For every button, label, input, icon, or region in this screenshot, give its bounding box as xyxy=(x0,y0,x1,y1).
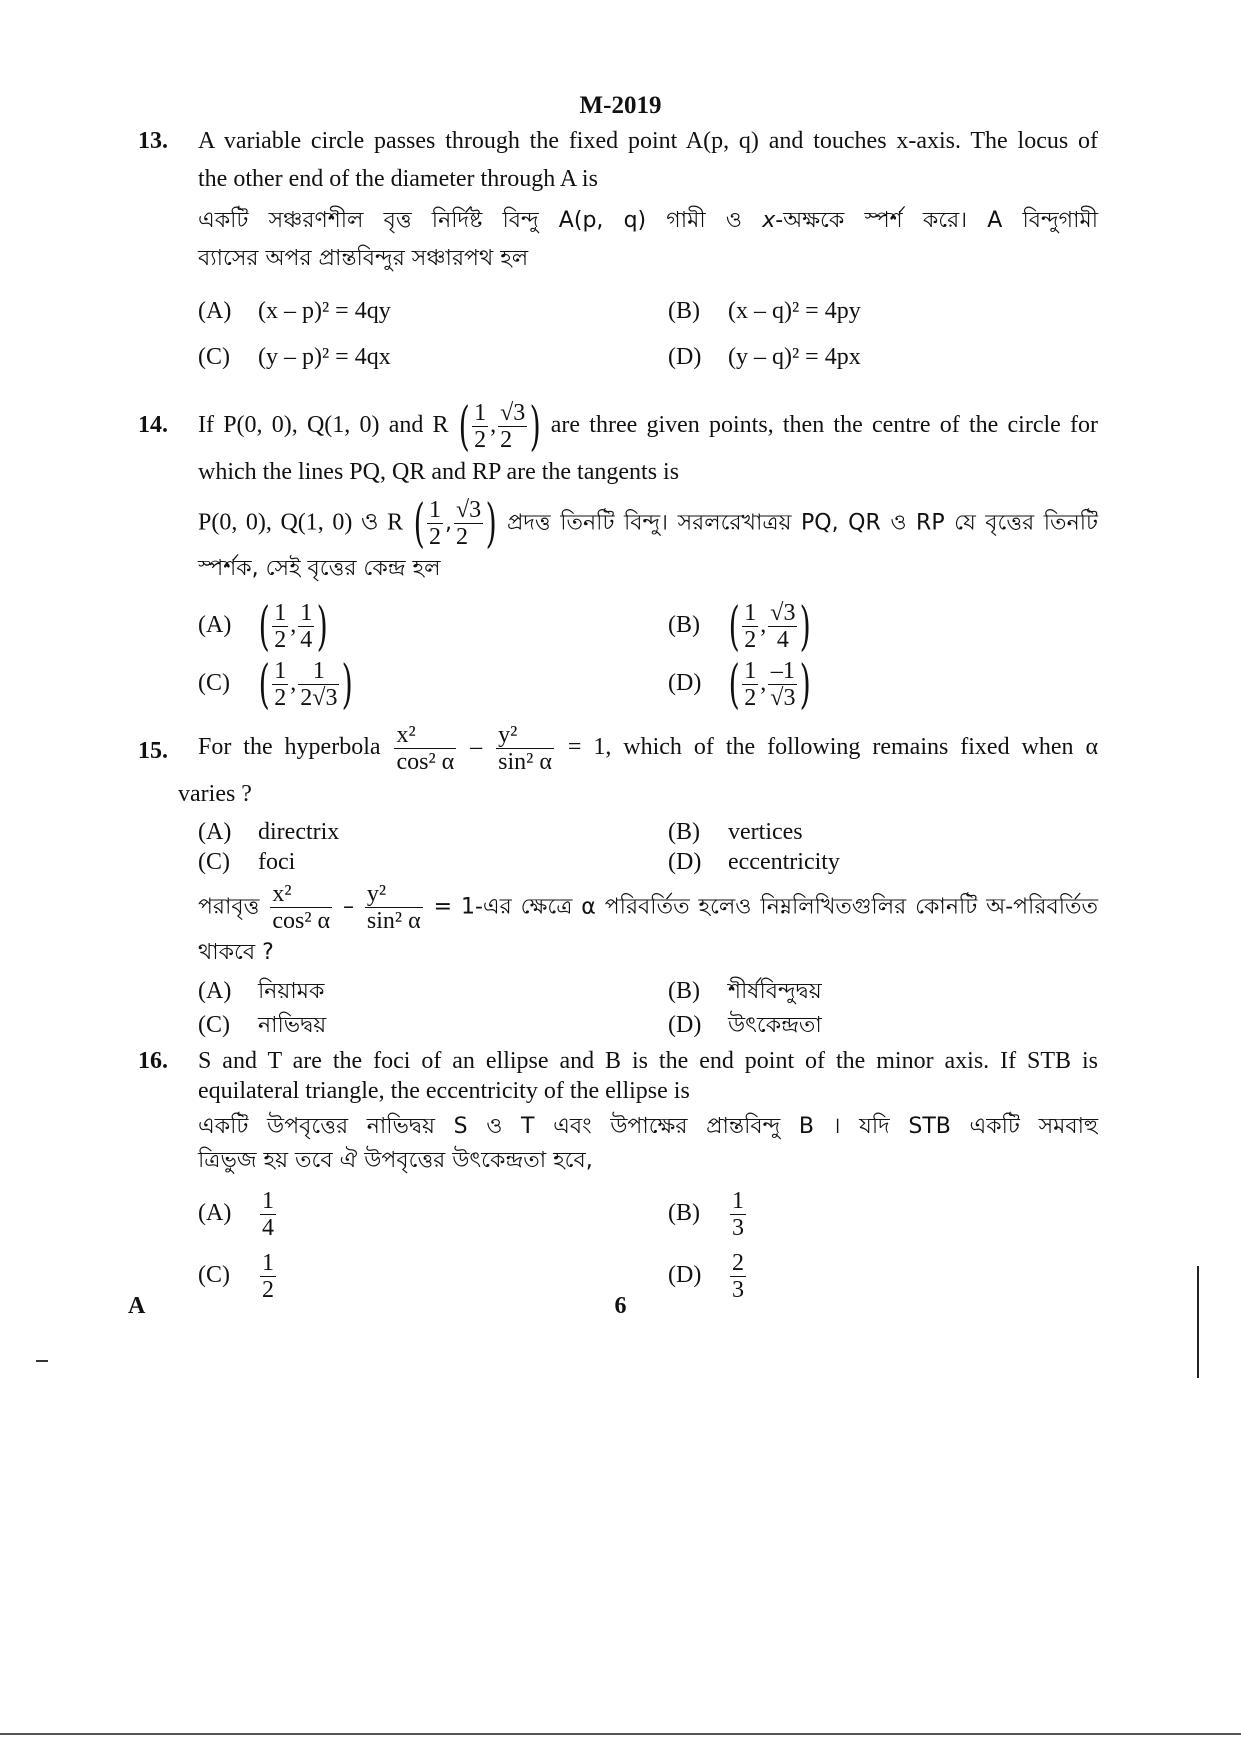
option-text: শীর্ষবিন্দুদ্বয় xyxy=(728,979,822,1004)
option-text: (y – q)² = 4px xyxy=(728,344,861,370)
option-text: উৎকেন্দ্রতা xyxy=(728,1013,822,1038)
numerator: √3 xyxy=(455,497,482,523)
option-d xyxy=(668,843,840,881)
en-text: are three given points, then the centre of the circle for xyxy=(550,412,1099,439)
numerator: 1 xyxy=(274,658,287,684)
option-label: (B) xyxy=(668,978,700,1004)
denominator: 2 xyxy=(274,685,287,711)
option-label: (C) xyxy=(198,344,230,370)
question-text-en: the other end of the diameter through A is xyxy=(198,166,598,192)
option-text: নাভিদ্বয় xyxy=(258,1013,327,1038)
question-text-en: A variable circle passes through the fixed point A(p, q) and touches x-axis. The locus of xyxy=(198,128,1098,154)
numerator: y² xyxy=(365,881,423,908)
paper-code: M-2019 xyxy=(579,92,662,119)
denominator: cos² α xyxy=(272,908,331,934)
set-label: A xyxy=(128,1293,146,1319)
scan-bottom-edge xyxy=(0,1733,1241,1735)
numerator: x² xyxy=(394,722,456,749)
option-label: (D) xyxy=(668,1012,702,1038)
question-number: 13. xyxy=(138,128,168,154)
option-text: eccentricity xyxy=(728,849,840,875)
question-14 xyxy=(138,396,1099,716)
bn-text: = 1-এর ক্ষেত্রে α পরিবর্তিত হলেও নিম্নলিখিতগুলির কোনটি অ-পরিবর্তিত xyxy=(433,894,1099,920)
option-label: (C) xyxy=(198,670,230,697)
denominator: 3 xyxy=(732,1277,744,1303)
question-13 xyxy=(138,122,1098,384)
fraction xyxy=(454,497,483,550)
fraction xyxy=(427,497,443,550)
option-text: নিয়ামক xyxy=(258,979,325,1004)
option-a xyxy=(198,292,391,330)
bn-text: P(0, 0), Q(1, 0) ও R xyxy=(198,509,404,536)
option-label: (A) xyxy=(198,978,232,1004)
denominator: 2 xyxy=(428,524,441,550)
question-text-bn: স্পর্শক, সেই বৃত্তের কেন্দ্র হল xyxy=(198,556,441,581)
denominator: cos² α xyxy=(396,749,455,775)
scan-mark xyxy=(36,1360,48,1362)
question-text-en: For the hyperbola $\frac{\text{x²}}{\text{cos² α}}$ – $\frac{\text{y²}}{\text{sin² α}}$ = 1, which of the following remains fixed when α xyxy=(198,722,1099,775)
option-label: (C) xyxy=(198,1012,230,1038)
option-label: (A) xyxy=(198,612,232,639)
denominator: 3 xyxy=(732,1215,744,1241)
question-text-bn: ত্রিভুজ হয় তবে ঐ উপবৃত্তের উৎকেন্দ্রতা হবে, xyxy=(198,1148,593,1173)
option-c xyxy=(198,843,295,881)
option-text: foci xyxy=(258,849,296,875)
denominator: 4 xyxy=(300,627,313,653)
option-label: (A) xyxy=(198,819,232,845)
denominator: 4 xyxy=(776,627,789,653)
option-label: (B) xyxy=(668,819,700,845)
option-a: (A) ( $\frac{1}{2}$ , $\frac{1}{4}$ ) xyxy=(198,596,329,657)
numerator: 1 xyxy=(262,1188,274,1214)
question-number: 16. xyxy=(138,1048,168,1074)
option-text: vertices xyxy=(728,819,803,845)
option-label: (D) xyxy=(668,849,702,875)
denominator: 4 xyxy=(262,1215,274,1241)
numerator: 1 xyxy=(428,497,441,523)
numerator: √3 xyxy=(770,600,796,626)
numerator: y² xyxy=(496,722,554,749)
option-d: (D) ( $\frac{1}{2}$ , $\frac{-1}{√3}$ ) xyxy=(668,654,812,715)
option-text: directrix xyxy=(258,819,340,845)
numerator: 1 xyxy=(474,400,487,426)
denominator: 2 xyxy=(744,627,757,653)
en-text: = 1, which of the following remains fixed when α xyxy=(567,734,1099,761)
numerator: 2 xyxy=(732,1250,744,1276)
numerator: –1 xyxy=(768,658,797,685)
en-text: If P(0, 0), Q(1, 0) and R xyxy=(198,412,449,439)
question-text-bn: থাকবে ? xyxy=(198,940,274,965)
bn-text: -অক্ষকে স্পর্শ করে। A বিন্দুগামী xyxy=(775,208,1098,233)
question-text-en: varies ? xyxy=(178,781,252,807)
option-label: (B) xyxy=(668,298,700,324)
question-16 xyxy=(138,1046,1098,1312)
denominator: sin² α xyxy=(498,749,552,775)
bn-text: একটি সঞ্চরণশীল বৃত্ত নির্দিষ্ট বিন্দু A(p, q) গামী ও xyxy=(198,208,763,233)
numerator: 1 xyxy=(262,1250,274,1276)
option-d xyxy=(668,338,861,376)
option-b xyxy=(668,292,861,330)
bn-text: পরাবৃত্ত xyxy=(198,894,260,920)
question-text-bn: P(0, 0), Q(1, 0) ও R ( $\frac{1}{2}$ , $\frac{√3}{2}$ ) প্রদত্ত তিনটি বিন্দু। সরলরেখাত্রয় PQ, QR ও RP যে বৃত্তের তিনটি xyxy=(198,493,1098,554)
numerator: 1 xyxy=(744,658,757,684)
denominator: sin² α xyxy=(366,908,421,934)
question-text-bn: পরাবৃত্ত $\frac{\text{x²}}{\text{cos² α}}$ – $\frac{\text{y²}}{\text{sin² α}}$ = 1-এর ক্ষেত্রে α পরিবর্তিত হলেও নিম্নলিখিতগুলির কোনটি অ-পরিবর্তিত xyxy=(198,881,1099,934)
option-label: (D) xyxy=(668,1262,702,1289)
question-text-bn: একটি উপবৃত্তের নাভিদ্বয় S ও T এবং উপাক্ষের প্রান্তবিন্দু B । যদি STB একটি সমবাহু xyxy=(198,1114,1098,1139)
question-number: 15. xyxy=(138,738,168,764)
page-number: 6 xyxy=(614,1293,627,1319)
numerator: 1 xyxy=(298,658,339,685)
option-label: (A) xyxy=(198,1200,232,1227)
option-label: (C) xyxy=(198,849,230,875)
numerator: 1 xyxy=(732,1188,744,1214)
numerator: 1 xyxy=(274,600,287,626)
bn-text: x xyxy=(762,208,776,233)
question-15 xyxy=(138,722,1098,1040)
denominator: 2 xyxy=(262,1277,274,1303)
option-label: (B) xyxy=(668,1200,700,1227)
option-text: (y – p)² = 4qx xyxy=(258,344,391,370)
numerator: 1 xyxy=(300,600,313,626)
option-label: (A) xyxy=(198,298,232,324)
fraction xyxy=(472,400,488,453)
option-a xyxy=(198,1188,278,1241)
scan-margin-line xyxy=(1197,1266,1199,1378)
denominator: 2 xyxy=(500,427,513,453)
option-d-bn xyxy=(668,1006,822,1045)
denominator: 2 xyxy=(474,427,487,453)
question-text-bn xyxy=(198,202,1098,240)
option-b: (B) ( $\frac{1}{2}$ , $\frac{√3}{4}$ ) xyxy=(668,596,812,657)
option-label: (C) xyxy=(198,1262,230,1289)
numerator: √3 xyxy=(500,400,526,426)
denominator: 2 xyxy=(744,685,757,711)
option-label: (D) xyxy=(668,670,702,697)
option-b xyxy=(668,1188,748,1241)
option-c-bn xyxy=(198,1006,326,1045)
option-text: (x – p)² = 4qy xyxy=(258,298,391,324)
numerator: x² xyxy=(270,881,332,908)
option-label: (B) xyxy=(668,612,700,639)
question-text-bn: ব্যাসের অপর প্রান্তবিন্দুর সঞ্চারপথ হল xyxy=(198,246,529,271)
denominator: 2 xyxy=(274,627,287,653)
denominator: √3 xyxy=(770,685,796,711)
denominator: 2√3 xyxy=(300,685,338,711)
numerator: 1 xyxy=(744,600,757,626)
en-text: For the hyperbola xyxy=(198,734,381,761)
fraction xyxy=(498,400,527,453)
option-c xyxy=(198,338,391,376)
question-text-en: equilateral triangle, the eccentricity of the ellipse is xyxy=(198,1078,690,1104)
option-label: (D) xyxy=(668,344,702,370)
denominator: 2 xyxy=(455,524,468,550)
question-number: 14. xyxy=(138,412,168,438)
question-text-en: which the lines PQ, QR and RP are the tangents is xyxy=(198,459,680,485)
question-text-en: If P(0, 0), Q(1, 0) and R ( $\frac{1}{2}$ , $\frac{√3}{2}$ ) are three given points, then the centre of the circle for xyxy=(198,396,1099,457)
option-text: (x – q)² = 4py xyxy=(728,298,861,324)
bn-text: প্রদত্ত তিনটি বিন্দু। সরলরেখাত্রয় PQ, QR ও RP যে বৃত্তের তিনটি xyxy=(506,510,1098,536)
option-c: (C) ( $\frac{1}{2}$ , $\frac{1}{2√3}$ ) xyxy=(198,654,354,715)
question-text-en: S and T are the foci of an ellipse and B is the end point of the minor axis. If STB is xyxy=(198,1048,1098,1074)
